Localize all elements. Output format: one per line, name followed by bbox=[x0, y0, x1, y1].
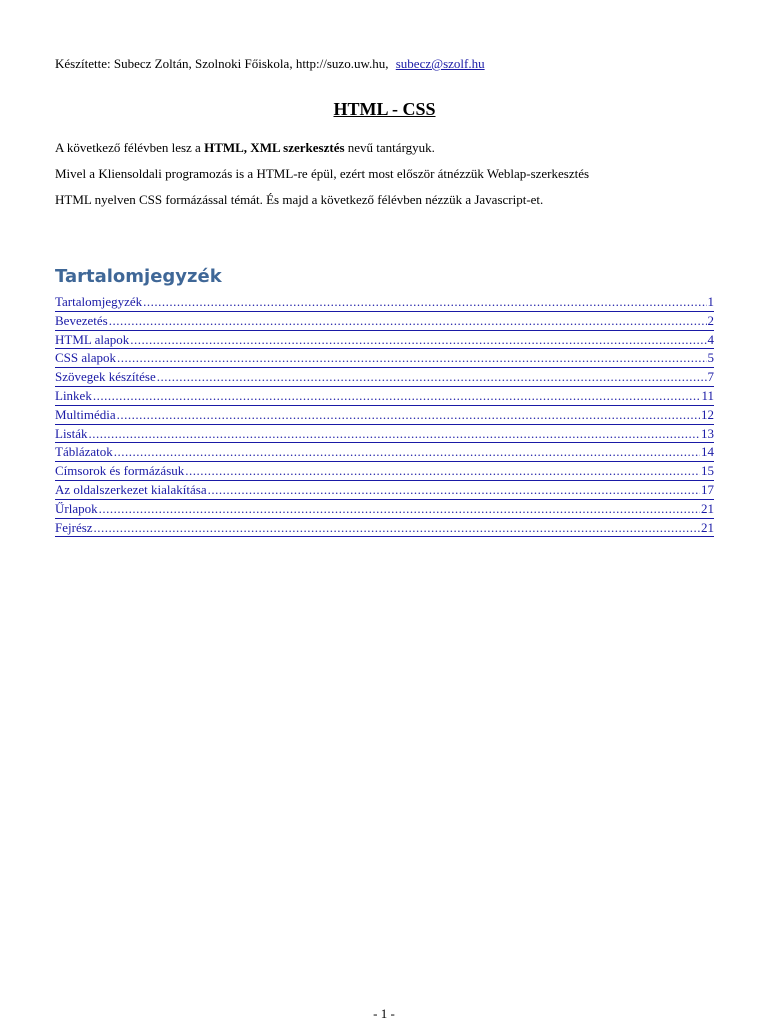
toc-entry-leader bbox=[208, 481, 700, 499]
toc-entry-label: Címsorok és formázásuk bbox=[55, 463, 185, 479]
toc-entry-label: Táblázatok bbox=[55, 444, 113, 460]
toc-entry-listak[interactable] bbox=[55, 425, 714, 444]
toc-entry-page: 11 bbox=[701, 387, 714, 403]
toc-entry-leader bbox=[93, 387, 701, 405]
toc-entry-page: 5 bbox=[707, 350, 714, 366]
table-of-contents bbox=[55, 293, 714, 537]
intro-line-1 bbox=[55, 135, 714, 161]
toc-entry-leader bbox=[143, 293, 706, 311]
toc-entry-tartalomjegyzek[interactable] bbox=[55, 293, 714, 312]
toc-entry-multimedia[interactable] bbox=[55, 406, 714, 425]
toc-entry-css-alapok[interactable] bbox=[55, 349, 714, 368]
toc-entry-page: 13 bbox=[701, 425, 714, 441]
toc-entry-page: 21 bbox=[701, 500, 714, 516]
toc-entry-label: Az oldalszerkezet kialakítása bbox=[55, 481, 207, 497]
intro-text bbox=[55, 135, 714, 213]
toc-entry-label: Tartalomjegyzék bbox=[55, 294, 143, 309]
intro-line-1-start: A következő félévben lesz a bbox=[55, 140, 205, 155]
toc-entry-page: 14 bbox=[701, 444, 714, 460]
toc-entry-page: 21 bbox=[701, 519, 714, 535]
toc-entry-fejresz[interactable] bbox=[55, 519, 714, 538]
toc-entry-label: Multimédia bbox=[55, 406, 116, 422]
toc-entry-leader bbox=[109, 312, 707, 330]
toc-entry-page: 7 bbox=[707, 369, 714, 385]
toc-entry-leader bbox=[130, 331, 706, 349]
toc-entry-leader bbox=[117, 349, 706, 367]
toc-entry-leader bbox=[157, 368, 707, 386]
toc-entry-label: Fejrész bbox=[55, 519, 93, 535]
toc-entry-page: 2 bbox=[707, 312, 714, 328]
toc-entry-leader bbox=[114, 443, 700, 461]
toc-entry-tablazatok[interactable] bbox=[55, 443, 714, 462]
page-number: - 1 - bbox=[373, 1006, 395, 1021]
toc-entry-page: 1 bbox=[707, 294, 714, 309]
toc-entry-html-alapok[interactable] bbox=[55, 331, 714, 350]
toc-entry-label: Linkek bbox=[55, 387, 92, 403]
toc-entry-label: Szövegek készítése bbox=[55, 369, 156, 385]
intro-line-1-bold: HTML, XML szerkesztés bbox=[204, 140, 345, 155]
toc-entry-szovegek-keszitese[interactable] bbox=[55, 368, 714, 387]
toc-entry-page: 12 bbox=[701, 406, 714, 422]
document-page bbox=[55, 55, 714, 553]
toc-entry-page: 4 bbox=[707, 331, 714, 347]
intro-line-2: Mivel a Kliensoldali programozás is a HTML-re épül, ezért most először átnézzük Weblap-szerkesztés bbox=[55, 166, 590, 181]
toc-entry-page: 17 bbox=[701, 481, 714, 497]
toc-entry-leader bbox=[89, 425, 701, 443]
author-email-link[interactable]: subecz@szolf.hu bbox=[395, 56, 485, 71]
toc-entry-leader bbox=[117, 406, 700, 424]
author-line bbox=[55, 55, 714, 73]
toc-entry-linkek[interactable] bbox=[55, 387, 714, 406]
toc-entry-page: 15 bbox=[701, 463, 714, 479]
toc-entry-bevezetes[interactable] bbox=[55, 312, 714, 331]
toc-entry-label: CSS alapok bbox=[55, 350, 117, 366]
toc-heading: Tartalomjegyzék bbox=[55, 266, 222, 287]
toc-entry-leader bbox=[185, 462, 700, 480]
toc-entry-label: HTML alapok bbox=[55, 331, 130, 347]
toc-entry-label: Űrlapok bbox=[55, 500, 98, 516]
toc-entry-az-oldalszerkezet-kialakitasa[interactable] bbox=[55, 481, 714, 500]
intro-line-3: HTML nyelven CSS formázással témát. És majd a következő félévben nézzük a Javascript-et. bbox=[55, 192, 544, 207]
intro-line-1-end: nevű tantárgyuk. bbox=[344, 140, 435, 155]
author-info: Készítette: Subecz Zoltán, Szolnoki Főiskola, http://suzo.uw.hu, bbox=[55, 56, 389, 71]
toc-entry-cimsorok-es-formazasuk[interactable] bbox=[55, 462, 714, 481]
document-title: HTML - CSS bbox=[333, 99, 436, 119]
toc-entry-leader bbox=[94, 519, 700, 537]
toc-entry-label: Bevezetés bbox=[55, 312, 108, 328]
toc-entry-urlapok[interactable] bbox=[55, 500, 714, 519]
toc-entry-leader bbox=[99, 500, 700, 518]
toc-entry-label: Listák bbox=[55, 425, 88, 441]
